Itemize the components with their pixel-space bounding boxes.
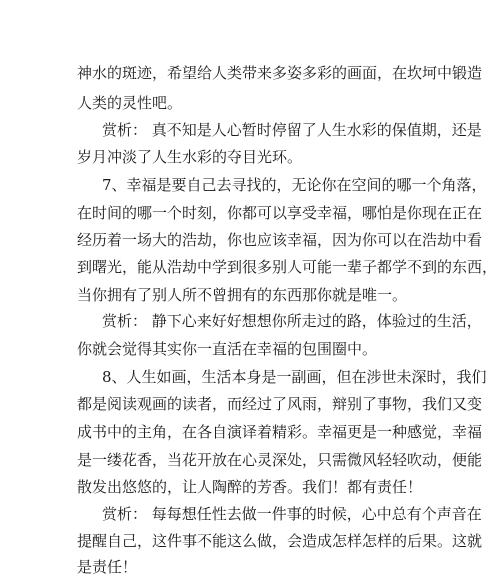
text-line: 赏析： 真不知是人心暂时停留了人生水彩的保值期，还是	[102, 121, 482, 139]
text-line: 人类的灵性吧。	[77, 94, 183, 112]
text-line: 8、人生如画，生活本身是一副画，但在涉世未深时，我们	[102, 368, 487, 386]
text-line: 是一缕花香，当花开放在心灵深处，只需微风轻轻吹动，便能	[77, 451, 483, 469]
text-line: 成书中的主角，在各自演译着精彩。幸福更是一种感觉，幸福	[77, 423, 483, 441]
text-line: 岁月冲淡了人生水彩的夺目光环。	[77, 148, 303, 166]
text-line: 散发出悠悠的，让人陶醉的芳香。我们！都有责任！	[77, 478, 423, 496]
text-line: 你就会觉得其实你一直活在幸福的包围圈中。	[77, 340, 378, 358]
text-line: 当你拥有了别人所不曾拥有的东西那你就是唯一。	[77, 286, 408, 304]
text-line: 7、幸福是要自己去寻找的，无论你在空间的哪一个角落，	[102, 176, 487, 194]
text-line: 是责任！	[77, 558, 138, 576]
text-line: 经历着一场大的浩劫，你也应该幸福，因为你可以在浩劫中看	[77, 231, 483, 249]
text-line: 赏析： 静下心来好好想想你所走过的路，体验过的生活，	[102, 312, 482, 330]
text-line: 提醒自己，这件事不能这么做，会造成怎样怎样的后果。这就	[77, 532, 483, 550]
text-line: 到曙光，能从浩劫中学到很多别人可能一辈子都学不到的东西，	[77, 258, 498, 276]
text-line: 赏析： 每每想任性去做一件事的时候，心中总有个声音在	[102, 505, 482, 523]
text-line: 在时间的哪一个时刻，你都可以享受幸福，哪怕是你现在正在	[77, 204, 483, 222]
text-line: 都是阅读观画的读者，而经过了风雨，辩别了事物，我们又变	[77, 395, 483, 413]
text-line: 神水的斑迹，希望给人类带来多姿多彩的画面，在坎坷中锻造	[77, 64, 483, 82]
